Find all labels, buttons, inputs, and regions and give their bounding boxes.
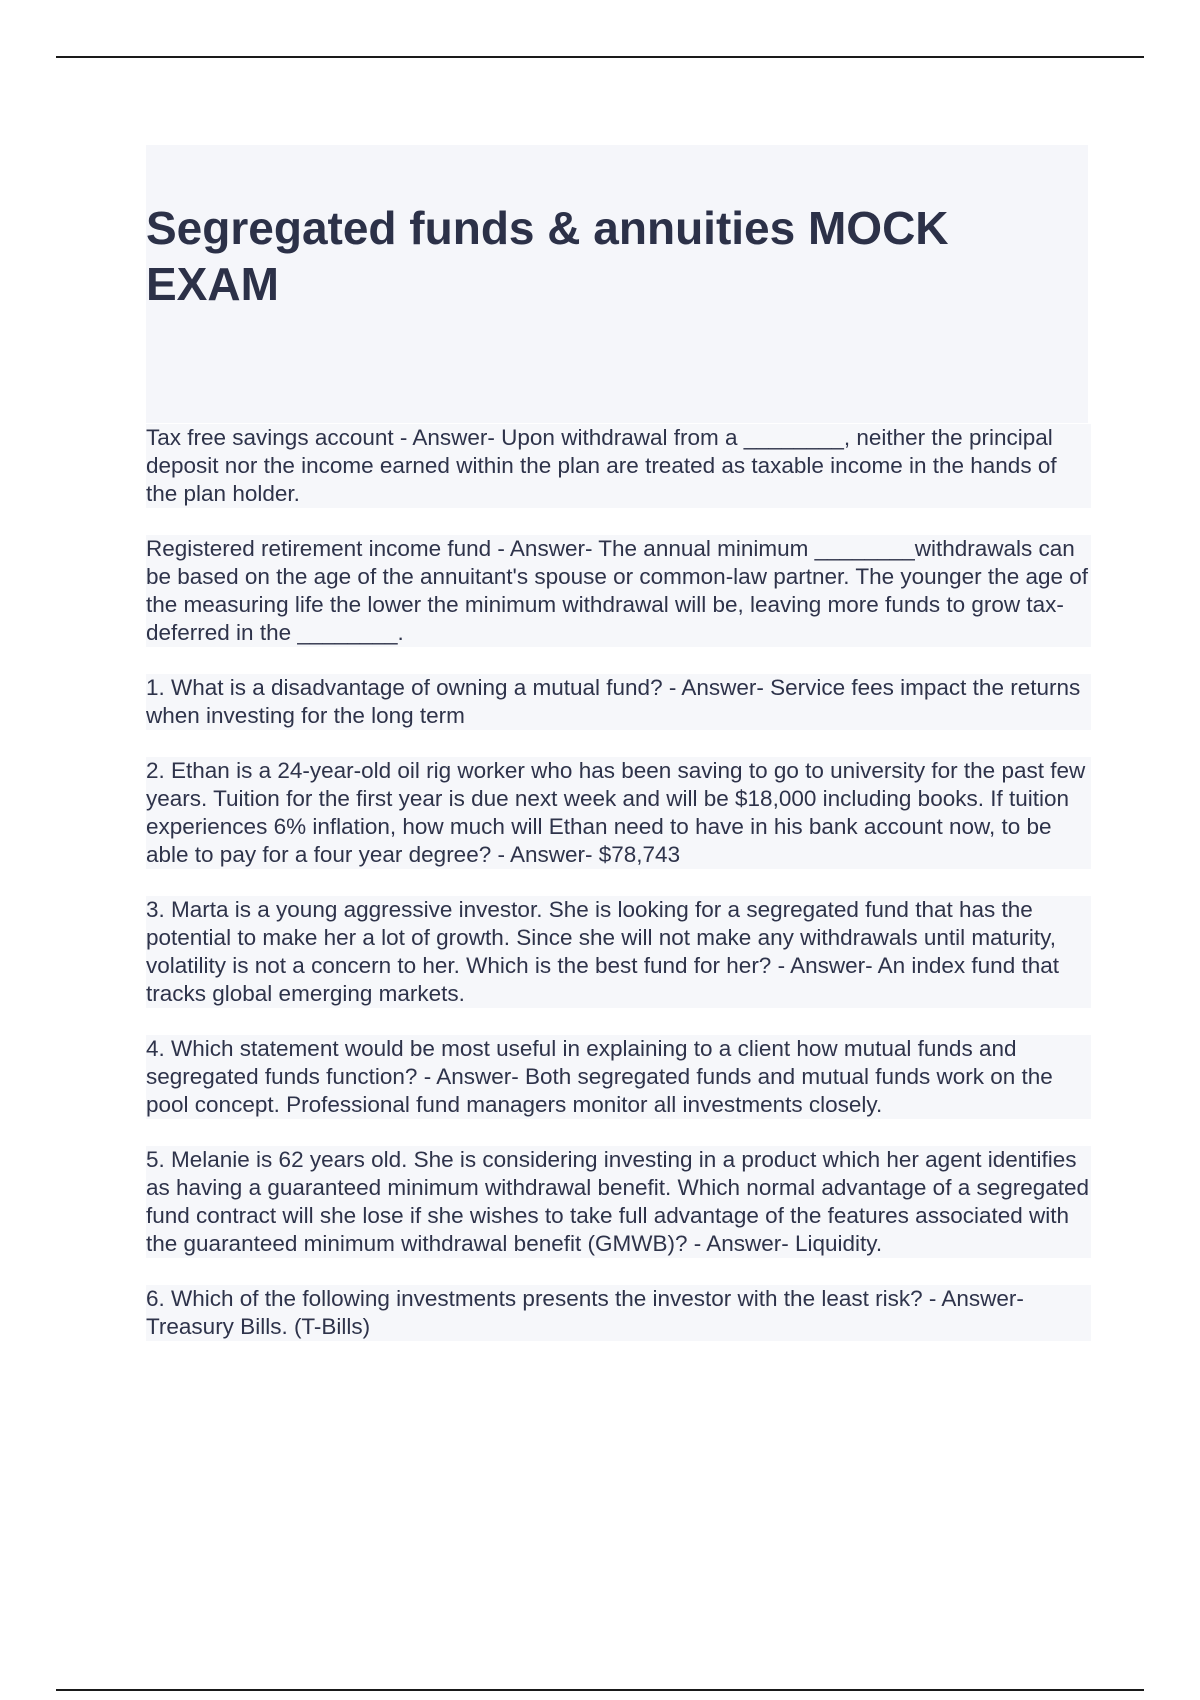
qa-item-1: 1. What is a disadvantage of owning a mutual fund? - Answer- Service fees impact the returns when investing for the long term xyxy=(146,674,1091,730)
qa-item-4: 4. Which statement would be most useful in explaining to a client how mutual funds and segregated funds function? - Answer- Both segregated funds and mutual funds work on the pool concept. Professional fund managers monitor all investments closely. xyxy=(146,1035,1091,1119)
title-block xyxy=(146,145,1088,423)
qa-item-3: 3. Marta is a young aggressive investor. She is looking for a segregated fund that has the potential to make her a lot of growth. Since she will not make any withdrawals until maturity, volatility is not a concern to her. Which is the best fund for her? - Answer- An index fund that tracks global emerging markets. xyxy=(146,896,1091,1008)
bottom-rule xyxy=(56,1689,1144,1691)
qa-item-6: 6. Which of the following investments presents the investor with the least risk? - Answer- Treasury Bills. (T-Bills) xyxy=(146,1285,1091,1341)
page-title: Segregated funds & annuities MOCK EXAM xyxy=(146,202,949,310)
qa-item-5: 5. Melanie is 62 years old. She is considering investing in a product which her agent identifies as having a guaranteed minimum withdrawal benefit. Which normal advantage of a segregated fund contract will she lose if she wishes to take full advantage of the features associated with the guaranteed minimum withdrawal benefit (GMWB)? - Answer- Liquidity. xyxy=(146,1147,1090,1256)
qa-item-tfsa: Tax free savings account - Answer- Upon withdrawal from a ________, neither the principal deposit nor the income earned within the plan are treated as taxable income in the hands of the plan holder. xyxy=(146,424,1091,508)
top-rule xyxy=(56,56,1144,58)
qa-list xyxy=(146,424,1091,1368)
qa-item-2: 2. Ethan is a 24-year-old oil rig worker who has been saving to go to university for the past few years. Tuition for the first year is due next week and will be $18,000 including books. If tuition experiences 6% inflation, how much will Ethan need to have in his bank account now, to be able to pay for a four year degree? - Answer- $78,743 xyxy=(146,757,1091,869)
qa-item-rrif: Registered retirement income fund - Answer- The annual minimum ________withdrawals can be based on the age of the annuitant's spouse or common-law partner. The younger the age of the measuring life the lower the minimum withdrawal will be, leaving more funds to grow tax-deferred in the ________. xyxy=(146,535,1091,647)
